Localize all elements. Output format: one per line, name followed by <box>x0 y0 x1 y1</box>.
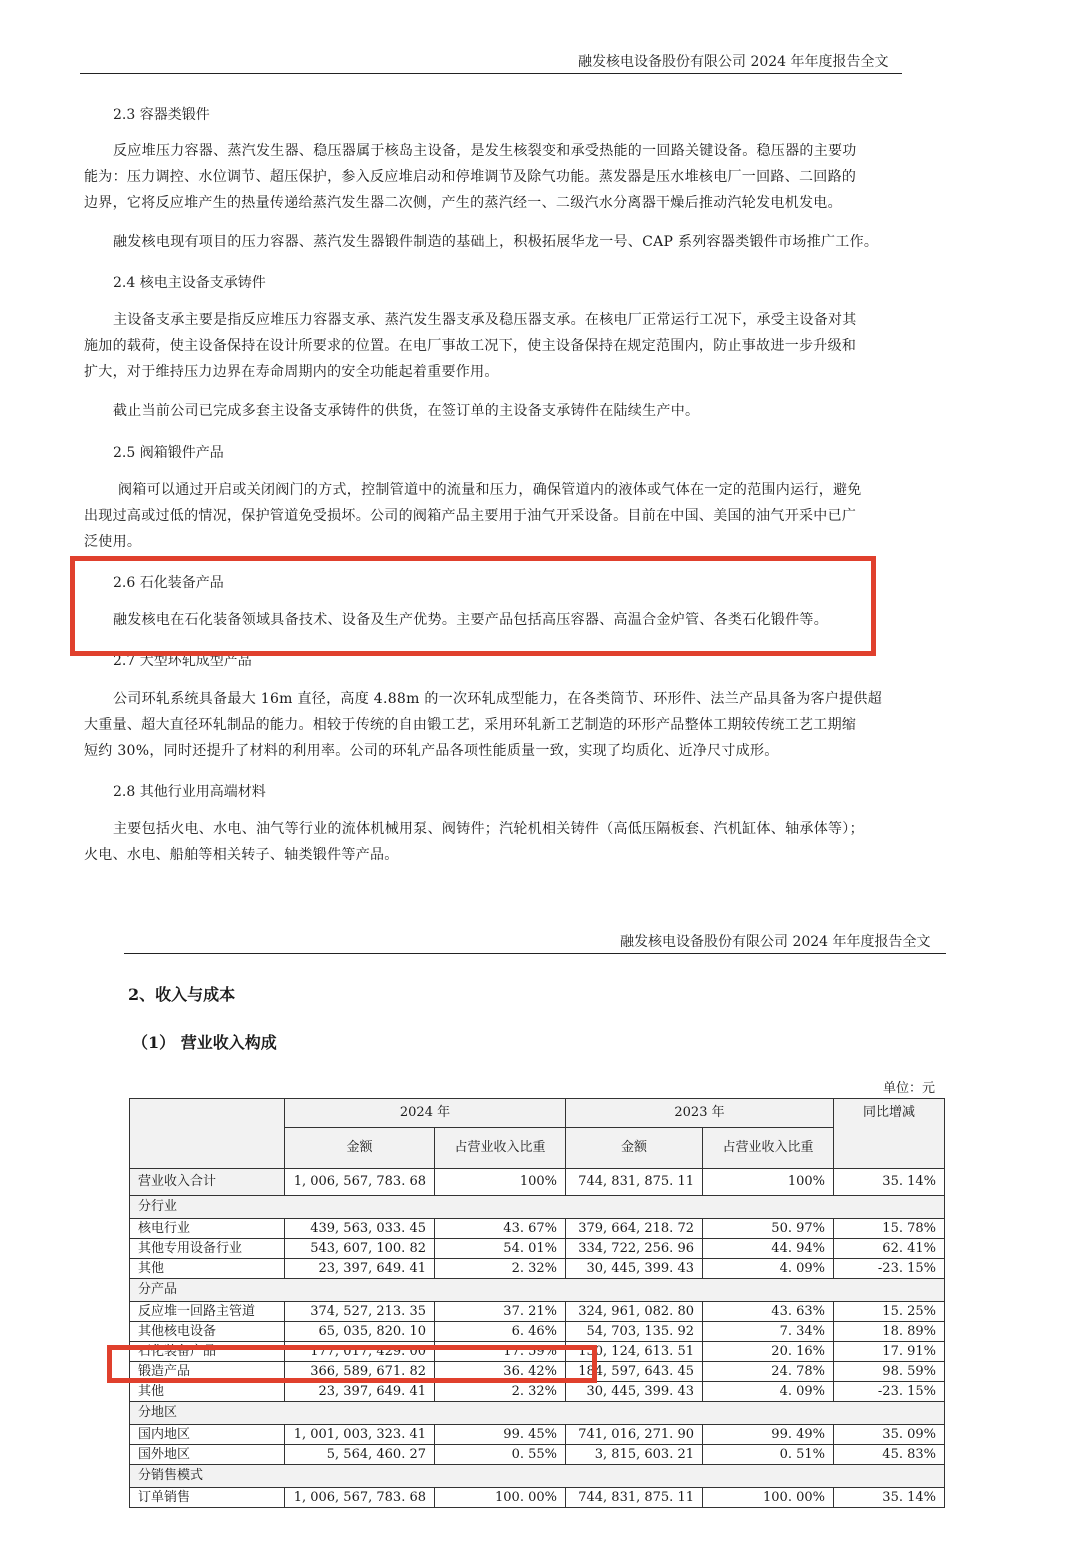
cell: 24. 78% <box>703 1362 834 1382</box>
table-row <box>130 1259 945 1279</box>
category-label: 分销售模式 <box>130 1465 945 1488</box>
row-label: 国外地区 <box>130 1445 285 1465</box>
table-category-row <box>130 1279 945 1302</box>
cell: 543, 607, 100. 82 <box>285 1239 435 1259</box>
cell: 99. 45% <box>435 1425 566 1445</box>
section-heading: 2.5 阀箱锻件产品 <box>113 445 224 461</box>
text-line: 大重量、超大直径环轧制品的能力。相较于传统的自由锻工艺，采用环轧新工艺制造的环形产品整体工期较传统工艺工期缩 <box>84 717 857 733</box>
cell: 17. 59% <box>435 1342 566 1362</box>
cell: 65, 035, 820. 10 <box>285 1322 435 1342</box>
text-line: 反应堆压力容器、蒸汽发生器、稳压器属于核岛主设备，是发生核裂变和承受热能的一回路关键设备。稳压器的主要功 <box>113 143 857 159</box>
cell: 741, 016, 271. 90 <box>566 1425 703 1445</box>
paragraph <box>84 816 914 868</box>
row-label: 石化装备产品 <box>130 1342 285 1362</box>
cell: 1, 006, 567, 783. 68 <box>285 1169 435 1196</box>
page2-header-rule <box>124 953 946 954</box>
table-row <box>130 1239 945 1259</box>
header-year-2024: 2024 年 <box>285 1099 566 1128</box>
cell: 17. 91% <box>834 1342 945 1362</box>
text-line: 短约 30%，同时还提升了材料的利用率。公司的环轧产品各项性能质量一致，实现了均质化、近净尺寸成形。 <box>84 743 779 759</box>
cell: 439, 563, 033. 45 <box>285 1219 435 1239</box>
cell: 5, 564, 460. 27 <box>285 1445 435 1465</box>
page1-header-rule <box>80 73 902 74</box>
cell: 100% <box>703 1169 834 1196</box>
table-row <box>130 1488 945 1508</box>
cell: 36. 42% <box>435 1362 566 1382</box>
cell: 62. 41% <box>834 1239 945 1259</box>
section-heading: 2.6 石化装备产品 <box>113 575 224 591</box>
section-heading: 2.3 容器类锻件 <box>113 107 210 123</box>
row-label: 国内地区 <box>130 1425 285 1445</box>
cell: 374, 527, 213. 35 <box>285 1302 435 1322</box>
cell: 98. 59% <box>834 1362 945 1382</box>
row-label: 反应堆一回路主管道 <box>130 1302 285 1322</box>
cell: 366, 589, 671. 82 <box>285 1362 435 1382</box>
header-amount-2024: 金额 <box>285 1128 435 1169</box>
row-label: 锻造产品 <box>130 1362 285 1382</box>
cell: 150, 124, 613. 51 <box>566 1342 703 1362</box>
cell: 54, 703, 135. 92 <box>566 1322 703 1342</box>
paragraph <box>84 229 914 255</box>
cell: 20. 16% <box>703 1342 834 1362</box>
text-line: 公司环轧系统具备最大 16m 直径，高度 4.88m 的一次环轧成型能力，在各类筒节、环形件、法兰产品具备为客户提供超 <box>113 691 883 707</box>
table-row-total <box>130 1169 945 1196</box>
row-label: 订单销售 <box>130 1488 285 1508</box>
row-label: 其他专用设备行业 <box>130 1239 285 1259</box>
text-line: 融发核电在石化装备领域具备技术、设备及生产优势。主要产品包括高压容器、高温合金炉管、各类石化锻件等。 <box>113 612 828 628</box>
cell: 15. 25% <box>834 1302 945 1322</box>
text-line: 主设备支承主要是指反应堆压力容器支承、蒸汽发生器支承及稳压器支承。在核电厂正常运行工况下，承受主设备对其 <box>113 312 857 328</box>
paragraph <box>84 398 904 424</box>
row-label: 核电行业 <box>130 1219 285 1239</box>
cell: 1, 001, 003, 323. 41 <box>285 1425 435 1445</box>
cell: 45. 83% <box>834 1445 945 1465</box>
table-row <box>130 1302 945 1322</box>
section-title: 2、收入与成本 <box>128 985 236 1004</box>
cell: -23. 15% <box>834 1259 945 1279</box>
cell: 744, 831, 875. 11 <box>566 1488 703 1508</box>
text-line: 出现过高或过低的情况，保护管道免受损坏。公司的阀箱产品主要用于油气开采设备。目前在中国、美国的油气开采中已广 <box>84 508 857 524</box>
row-label: 其他 <box>130 1259 285 1279</box>
row-label: 其他核电设备 <box>130 1322 285 1342</box>
cell: 30, 445, 399. 43 <box>566 1382 703 1402</box>
text-line: 能为：压力调控、水位调节、超压保护，参入反应堆启动和停堆调节及除气功能。蒸发器是压水堆核电厂一回路、二回路的 <box>84 169 857 185</box>
cell: 1, 006, 567, 783. 68 <box>285 1488 435 1508</box>
paragraph <box>84 307 904 385</box>
highlight-box-petrochemical-section <box>70 556 876 656</box>
cell: 50. 97% <box>703 1219 834 1239</box>
table-category-row <box>130 1196 945 1219</box>
cell: 0. 55% <box>435 1445 566 1465</box>
cell: 3, 815, 603. 21 <box>566 1445 703 1465</box>
table-row <box>130 1425 945 1445</box>
section-heading: 2.4 核电主设备支承铸件 <box>113 275 266 291</box>
page1-header: 融发核电设备股份有限公司 2024 年年度报告全文 <box>578 54 889 70</box>
revenue-table <box>129 1098 945 1508</box>
cell: 177, 017, 429. 00 <box>285 1342 435 1362</box>
cell: 0. 51% <box>703 1445 834 1465</box>
text-line: 主要包括火电、水电、油气等行业的流体机械用泵、阀铸件；汽轮机相关铸件（高低压隔板套、汽机缸体、轴承体等）； <box>113 821 864 837</box>
header-amount-2023: 金额 <box>566 1128 703 1169</box>
text-line: 截止当前公司已完成多套主设备支承铸件的供货，在签订单的主设备支承铸件在陆续生产中。 <box>113 403 700 419</box>
section-heading: 2.8 其他行业用高端材料 <box>113 784 266 800</box>
row-label: 其他 <box>130 1382 285 1402</box>
cell: 37. 21% <box>435 1302 566 1322</box>
header-blank-cell <box>130 1099 285 1169</box>
cell: 100. 00% <box>703 1488 834 1508</box>
cell: 18. 89% <box>834 1322 945 1342</box>
cell: 324, 961, 082. 80 <box>566 1302 703 1322</box>
cell: 15. 78% <box>834 1219 945 1239</box>
table-category-row <box>130 1402 945 1425</box>
section-subtitle: （1） 营业收入构成 <box>132 1033 277 1052</box>
cell: 30, 445, 399. 43 <box>566 1259 703 1279</box>
text-line: 泛使用。 <box>84 534 142 550</box>
header-ratio-2024: 占营业收入比重 <box>435 1128 566 1169</box>
cell: 379, 664, 218. 72 <box>566 1219 703 1239</box>
cell: 100% <box>435 1169 566 1196</box>
cell: 7. 34% <box>703 1322 834 1342</box>
cell: 44. 94% <box>703 1239 834 1259</box>
cell: 99. 49% <box>703 1425 834 1445</box>
text-line: 边界，它将反应堆产生的热量传递给蒸汽发生器二次侧，产生的蒸汽经一、二级汽水分离器干燥后推动汽轮发电机发电。 <box>84 195 842 211</box>
text-line: 施加的载荷，使主设备保持在设计所要求的位置。在电厂事故工况下，使主设备保持在规定范围内，防止事故进一步升级和 <box>84 338 857 354</box>
cell: 43. 63% <box>703 1302 834 1322</box>
cell: 2. 32% <box>435 1259 566 1279</box>
header-year-2023: 2023 年 <box>566 1099 834 1128</box>
cell: 35. 14% <box>834 1169 945 1196</box>
paragraph <box>84 477 904 555</box>
unit-label: 单位：元 <box>883 1081 936 1096</box>
text-line: 阀箱可以通过开启或关闭阀门的方式，控制管道中的流量和压力，确保管道内的液体或气体在一定的范围内运行，避免 <box>118 482 862 498</box>
table-row <box>130 1445 945 1465</box>
cell: 35. 14% <box>834 1488 945 1508</box>
category-label: 分产品 <box>130 1279 945 1302</box>
cell: 334, 722, 256. 96 <box>566 1239 703 1259</box>
paragraph <box>84 138 904 216</box>
category-label: 分地区 <box>130 1402 945 1425</box>
cell: 23, 397, 649. 41 <box>285 1259 435 1279</box>
header-yoy: 同比增减 <box>834 1099 945 1169</box>
section-heading: 2.7 大型环轧成型产品 <box>113 653 252 669</box>
cell: 35. 09% <box>834 1425 945 1445</box>
highlight-box-petrochemical-row <box>107 1345 597 1383</box>
cell: 2. 32% <box>435 1382 566 1402</box>
table-row <box>130 1382 945 1402</box>
paragraph <box>84 686 904 764</box>
row-label: 营业收入合计 <box>130 1169 285 1196</box>
cell: 184, 597, 643. 45 <box>566 1362 703 1382</box>
header-ratio-2023: 占营业收入比重 <box>703 1128 834 1169</box>
category-label: 分行业 <box>130 1196 945 1219</box>
cell: 100. 00% <box>435 1488 566 1508</box>
page2-header: 融发核电设备股份有限公司 2024 年年度报告全文 <box>620 934 931 950</box>
table-category-row <box>130 1465 945 1488</box>
cell: 6. 46% <box>435 1322 566 1342</box>
cell: 23, 397, 649. 41 <box>285 1382 435 1402</box>
cell: 4. 09% <box>703 1259 834 1279</box>
cell: 744, 831, 875. 11 <box>566 1169 703 1196</box>
text-line: 融发核电现有项目的压力容器、蒸汽发生器锻件制造的基础上，积极拓展华龙一号、CAP 系列容器类锻件市场推广工作。 <box>113 234 879 250</box>
cell: -23. 15% <box>834 1382 945 1402</box>
cell: 4. 09% <box>703 1382 834 1402</box>
text-line: 火电、水电、船舶等相关转子、轴类锻件等产品。 <box>84 847 399 863</box>
table-row <box>130 1219 945 1239</box>
cell: 43. 67% <box>435 1219 566 1239</box>
cell: 54. 01% <box>435 1239 566 1259</box>
text-line: 扩大，对于维持压力边界在寿命周期内的安全功能起着重要作用。 <box>84 364 499 380</box>
table-row <box>130 1322 945 1342</box>
